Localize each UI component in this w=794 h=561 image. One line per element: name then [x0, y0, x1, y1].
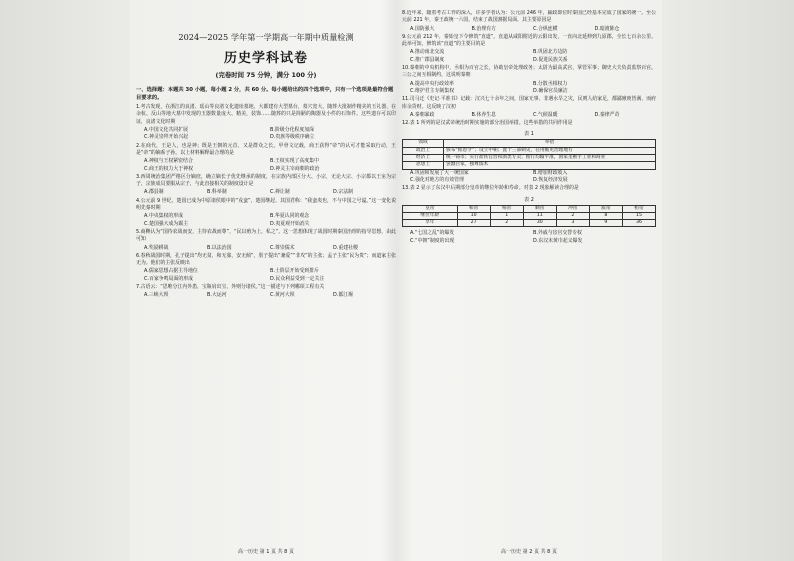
- option-choice: A.巩固和发展了大一统国家: [410, 169, 469, 176]
- question-options: [402, 26, 656, 33]
- table2-header-cell: 殇帝: [490, 205, 523, 212]
- exam-page-2: [402, 10, 656, 555]
- table2-header-cell: 顺帝: [523, 205, 556, 212]
- question-stem: 13.表 2 显示了东汉中后期部分皇帝的继位年龄和寿命。对表 2 现象解读合理的是: [402, 185, 579, 192]
- table2-cell: 继位年龄: [403, 212, 458, 219]
- option-choice: A.三峡大坝: [144, 292, 169, 299]
- table2-cell: 10: [457, 212, 490, 219]
- table2-row: [403, 220, 656, 227]
- option-choice: A.儒家思想占据主导地位: [144, 268, 198, 275]
- question-options: [136, 245, 396, 252]
- table1-cell: 经济上: [403, 155, 444, 162]
- table2-header-cell: 质帝: [589, 205, 622, 212]
- option-choice: D.贵族等级秩序确立: [270, 134, 315, 141]
- page-footer: 高一历史 第 1 页 共 8 页: [238, 549, 294, 555]
- option-choice: A.秦朝暴政: [410, 111, 435, 118]
- option-choice: B.外戚与宦官交替专权: [533, 230, 582, 237]
- table1-cell: 政治上: [403, 147, 444, 154]
- option-choice: D.民众利益受到一定关注: [270, 275, 325, 282]
- table2-cell: 11: [523, 212, 556, 219]
- table1-header-cell: 举措: [444, 140, 656, 147]
- option-choice: C.推广郡县制度: [410, 56, 445, 63]
- table1: [402, 139, 656, 169]
- question-list-right: [402, 10, 656, 127]
- question-options: [402, 49, 656, 64]
- question-stem: 1.考古发现，在浙江的良渚、瑶山等良渚文化遗址墓地，大都建有大型墓台，墓穴宽大，随葬大批制作精美的玉礼器，在余杭、反山等地大墓中发现的玉器数量庞大、精美，装饰……随葬的只是简陋的陶器及小件的石饰件。这些遗存可以印证，良渚文化时期: [136, 104, 396, 125]
- option-choice: D.暗渡陈仓: [594, 25, 620, 32]
- table2-cell: 27: [457, 220, 490, 227]
- option-choice: C.气候温暖: [533, 111, 558, 118]
- table1-row: [403, 155, 656, 162]
- question-stem: 9.公元前 212 年，秦始皇下令修筑“直道”。直道从咸阳附近的云阳出发，一直向北延伸到九原郡，全长七百余公里。此举可知，修筑该“直道”的主要目的是: [402, 33, 656, 48]
- question-stem: 12.表 1 所列的是汉武帝统治时期实施的部分治国举措。这些举措的共同作用是: [402, 120, 573, 127]
- option-choice: A.郡县制: [144, 189, 164, 196]
- question-options: [402, 112, 656, 119]
- option-choice: A.中国文化共同扩展: [144, 127, 188, 134]
- question-options: [136, 127, 396, 142]
- option-choice: B.以法治国: [207, 244, 232, 251]
- question-stem: 2.在商代，王是人，也是神；既是王朝的元首，又是群众之长。甲骨文记载，商王获得“帝”的认可才能采取行动，王是“帝”的嫡系子孙。以上材料解释最合理的是: [136, 142, 396, 156]
- table2-cell: 8: [589, 212, 622, 219]
- option-choice: D.恢复经济发展: [533, 176, 568, 183]
- table2-header-cell: 和帝: [457, 205, 490, 212]
- option-choice: B.治理有方: [471, 25, 496, 32]
- question-stem: 7.古语云：“思唯分江内外患，宝瓶肩出宝，外则分诸侯。”这一描述与下列哪项工程有关: [136, 284, 325, 291]
- option-choice: C.神灵崇拜开始兴起: [144, 134, 189, 141]
- option-choice: B.科举制: [207, 189, 227, 196]
- option-choice: C.维护君主专制集权: [410, 87, 455, 94]
- table2-cell: 9: [589, 220, 622, 227]
- table2-header-cell: 皇帝: [403, 205, 458, 212]
- table2-cell: 15: [622, 212, 655, 219]
- option-choice: B.大运河: [207, 292, 227, 299]
- right-scan-margin: [662, 0, 794, 561]
- option-choice: D.都江堰: [333, 292, 353, 299]
- option-choice: B.分散丞相权力: [533, 80, 568, 87]
- table2-cell: 2: [490, 220, 523, 227]
- option-choice: C.合纵连横: [533, 25, 558, 32]
- question-options: [136, 213, 396, 228]
- option-choice: C.尊崇儒术: [270, 244, 295, 251]
- option-choice: C.强化对地方的有效管理: [410, 176, 464, 183]
- table1-cell: 罢黜百家，独尊儒术: [444, 162, 656, 169]
- option-choice: B.华夏认同的观念: [270, 213, 310, 220]
- option-choice: D.重建社稷: [333, 244, 358, 251]
- option-choice: C.黄河大坝: [270, 292, 295, 299]
- exam-term-title: 2024—2025 学年第一学期高一年期中质量检测: [178, 32, 354, 42]
- question-list-left: [136, 104, 396, 299]
- table2-cell: 1: [490, 212, 523, 219]
- option-choice: D.促进民族关系: [533, 56, 568, 63]
- question-options: [136, 158, 396, 173]
- option-choice: A.国防强大: [410, 25, 435, 32]
- option-choice: B.阶级分化程度加深: [270, 127, 315, 134]
- table1-header-cell: 领域: [403, 140, 444, 147]
- table2: [402, 205, 656, 228]
- table2-row: [403, 212, 656, 219]
- question-options: [136, 292, 396, 299]
- question-options: [402, 81, 656, 96]
- option-choice: D.确保官员廉洁: [533, 87, 568, 94]
- table1-cell: 统一铸币；实行盐铁官营和酒类专卖；推行均输平准，国家垄断手工业和商业: [444, 155, 656, 162]
- question-stem: 11.司马迁《史记·平准书》记载：汉兴七十余年之间，国家无事，非遇水旱之灾，民则人给家足，都鄙廪庾皆满，而府库余货财。这反映了汉初: [402, 96, 656, 110]
- table2-header-cell: 桓帝: [622, 205, 655, 212]
- question-stem: 8.近年来，随着考古工作的深入，许多学者认为：公元前 246 年，嬴政即位时秦国已经基本完成了国家的统一。至公元前 221 年，秦王政统一六国，结束了战国割据局面，其主要原因是: [402, 10, 656, 24]
- option-choice: B.王权实现了高度集中: [270, 158, 319, 165]
- option-choice: A.“七国之乱”的爆发: [410, 230, 455, 237]
- option-choice: A.神权与王权紧密结合: [144, 158, 193, 165]
- option-choice: A.提高中央行政效率: [410, 80, 454, 87]
- option-choice: A.奖励耕战: [144, 244, 169, 251]
- table2-cell: 36: [622, 220, 655, 227]
- option-choice: A.中央集权的形成: [144, 213, 184, 220]
- option-choice: D.东汉末黄巾起义爆发: [533, 237, 583, 244]
- exam-page-1: [136, 10, 396, 555]
- option-choice: B.休养生息: [471, 111, 496, 118]
- table2-cell: 30: [523, 220, 556, 227]
- option-choice: D.秦律严苛: [594, 111, 620, 118]
- exam-time-score: (完卷时间 75 分钟，满分 100 分): [215, 71, 317, 79]
- question-stem: 4.公元前 9 世纪，楚国已成为中原诸侯眼中的“戎蛮”，楚国继起，其国君称：“我蛮夷也，不与中国之号谥。”这一变化说明先秦时期: [136, 197, 396, 212]
- option-choice: B.巩固北方边防: [533, 49, 568, 56]
- question-options: [136, 268, 396, 283]
- option-choice: A.推动南北交流: [410, 49, 445, 56]
- table1-caption: 表 1: [524, 131, 534, 138]
- table1-cell: 颁布“推恩令”；设立中朝；置十三部刺史，任用酷吏治理地方: [444, 147, 656, 154]
- question-stem: 3.西周统治集团严格区分嫡庶，确立嫡长子优先继承的制度，在宗族内部区分大、小宗，无论大宗、小宗都以王室为宗子，宗族成员要服从宗子，与此直接相关的制度设计是: [136, 173, 396, 188]
- section-heading: 一、选择题：本题共 30 小题，每小题 2 分，共 60 分。每小题给出的四个选项中，只有一个选项是最符合题目要求的。: [136, 87, 394, 101]
- table2-cell: 3: [556, 220, 589, 227]
- table2-header-cell: 冲帝: [556, 205, 589, 212]
- option-choice: B.增加财政收入: [533, 169, 568, 176]
- table2-cell: 2: [556, 212, 589, 219]
- option-choice: C.禅让制: [270, 189, 290, 196]
- q13-options: [402, 230, 656, 245]
- option-choice: C.商王的权力大于神权: [144, 165, 193, 172]
- option-choice: C.楚国强大成为霸主: [144, 220, 189, 227]
- question-stem: 5.商鞅认为“国待农战而安，主待农战而尊”，“民以殖为上，私之”。这一思想体现了战国时期秦国治理的指导思想，由此可知: [136, 228, 396, 243]
- question-options: [136, 189, 396, 196]
- left-scan-margin: [0, 0, 130, 561]
- option-choice: D.夷夏观开始消失: [270, 220, 310, 227]
- option-choice: C.“中朝”制度的出现: [410, 237, 455, 244]
- q12-options: [402, 170, 656, 185]
- table1-row: [403, 162, 656, 169]
- question-stem: 10.秦朝的中央机构中，丞相为百官之长，协助皇帝处理政务；太尉为最高武官，掌管军事；御史大夫负责监察百官。三公之间互相制约，这说明秦朝: [402, 65, 656, 79]
- exam-subject-title: 历史学科试卷: [223, 51, 308, 66]
- table2-cell: 享年: [403, 220, 458, 227]
- table1-row: [403, 147, 656, 154]
- option-choice: B.士阶层开始受到排斥: [270, 268, 319, 275]
- table2-caption: 表 2: [524, 196, 534, 203]
- option-choice: D.宗法制: [333, 189, 353, 196]
- page-footer: 高一历史 第 2 页 共 8 页: [501, 549, 557, 555]
- question-stem: 6.春秋战国时期，孔子提出“均无贫，和无寡，安无倾”，墨子提出“兼爱”“非攻”的主张；孟子主张“民为贵”；而道家主张无为。他们的主张反映出: [136, 252, 396, 267]
- table1-cell: 思想上: [403, 162, 444, 169]
- option-choice: D.神灵主宰商朝的政治: [270, 165, 320, 172]
- option-choice: C.百家争鸣局面的形成: [144, 275, 193, 282]
